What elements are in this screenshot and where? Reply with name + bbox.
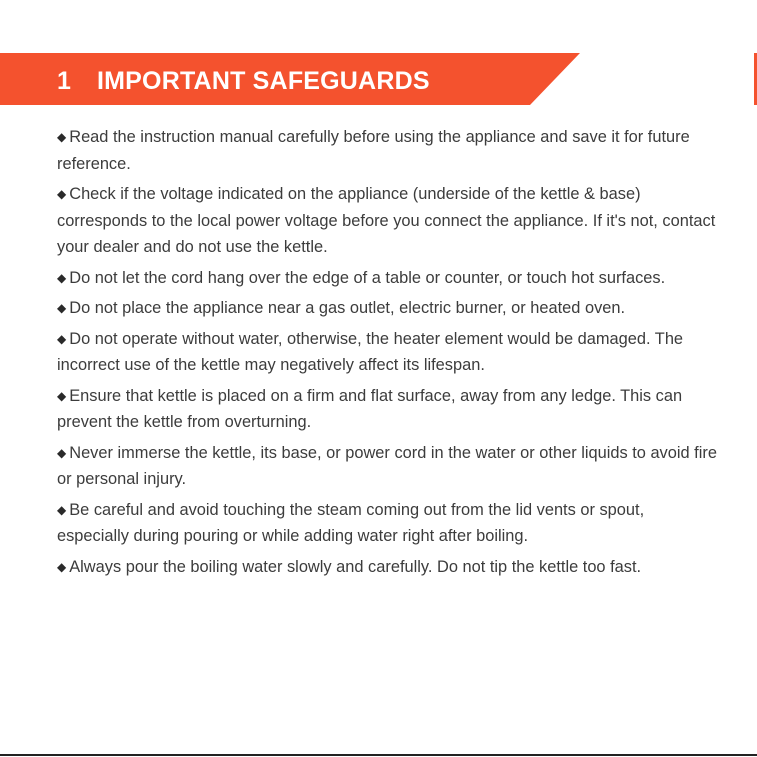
list-item-text: Do not place the appliance near a gas outlet, electric burner, or heated oven. xyxy=(69,299,626,317)
diamond-bullet-icon: ◆ xyxy=(57,445,67,460)
list-item-text: Check if the voltage indicated on the appliance (underside of the kettle & base) corresponds to the local power voltage before you connect the appliance. If it's not, contact your dealer and do not use the kettle. xyxy=(57,185,716,256)
list-item xyxy=(57,497,717,550)
list-item xyxy=(57,181,717,261)
list-item-text: Read the instruction manual carefully before using the appliance and save it for future reference. xyxy=(57,128,690,173)
diamond-bullet-icon: ◆ xyxy=(57,559,67,574)
list-item-text: Do not operate without water, otherwise, the heater element would be damaged. The incorrect use of the kettle may negatively affect its lifespan. xyxy=(57,329,684,374)
diamond-bullet-icon: ◆ xyxy=(57,270,67,285)
list-item xyxy=(57,265,717,292)
list-item-text: Never immerse the kettle, its base, or power cord in the water or other liquids to avoid fire or personal injury. xyxy=(57,443,717,488)
section-number: 1 xyxy=(57,67,71,95)
list-item xyxy=(57,554,717,581)
list-item-text: Always pour the boiling water slowly and carefully. Do not tip the kettle too fast. xyxy=(69,557,642,576)
diamond-bullet-icon: ◆ xyxy=(57,301,67,315)
list-item xyxy=(57,383,717,436)
diamond-bullet-icon: ◆ xyxy=(57,331,67,346)
section-title: IMPORTANT SAFEGUARDS xyxy=(97,67,430,95)
list-item-text: Do not let the cord hang over the edge of a table or counter, or touch hot surfaces. xyxy=(69,268,666,287)
list-item-text: Be careful and avoid touching the steam coming out from the lid vents or spout, especially during pouring or while adding water right after boiling. xyxy=(57,500,645,545)
diamond-bullet-icon: ◆ xyxy=(57,130,67,144)
list-item xyxy=(57,326,717,379)
list-item xyxy=(57,295,717,322)
safeguards-list xyxy=(57,124,717,584)
bottom-rule xyxy=(0,754,757,756)
diamond-bullet-icon: ◆ xyxy=(57,502,67,517)
list-item xyxy=(57,440,717,493)
diamond-bullet-icon: ◆ xyxy=(57,187,67,201)
list-item xyxy=(57,124,717,177)
list-item-text: Ensure that kettle is placed on a firm and flat surface, away from any ledge. This can prevent the kettle from overturning. xyxy=(57,386,683,431)
diamond-bullet-icon: ◆ xyxy=(57,388,67,403)
